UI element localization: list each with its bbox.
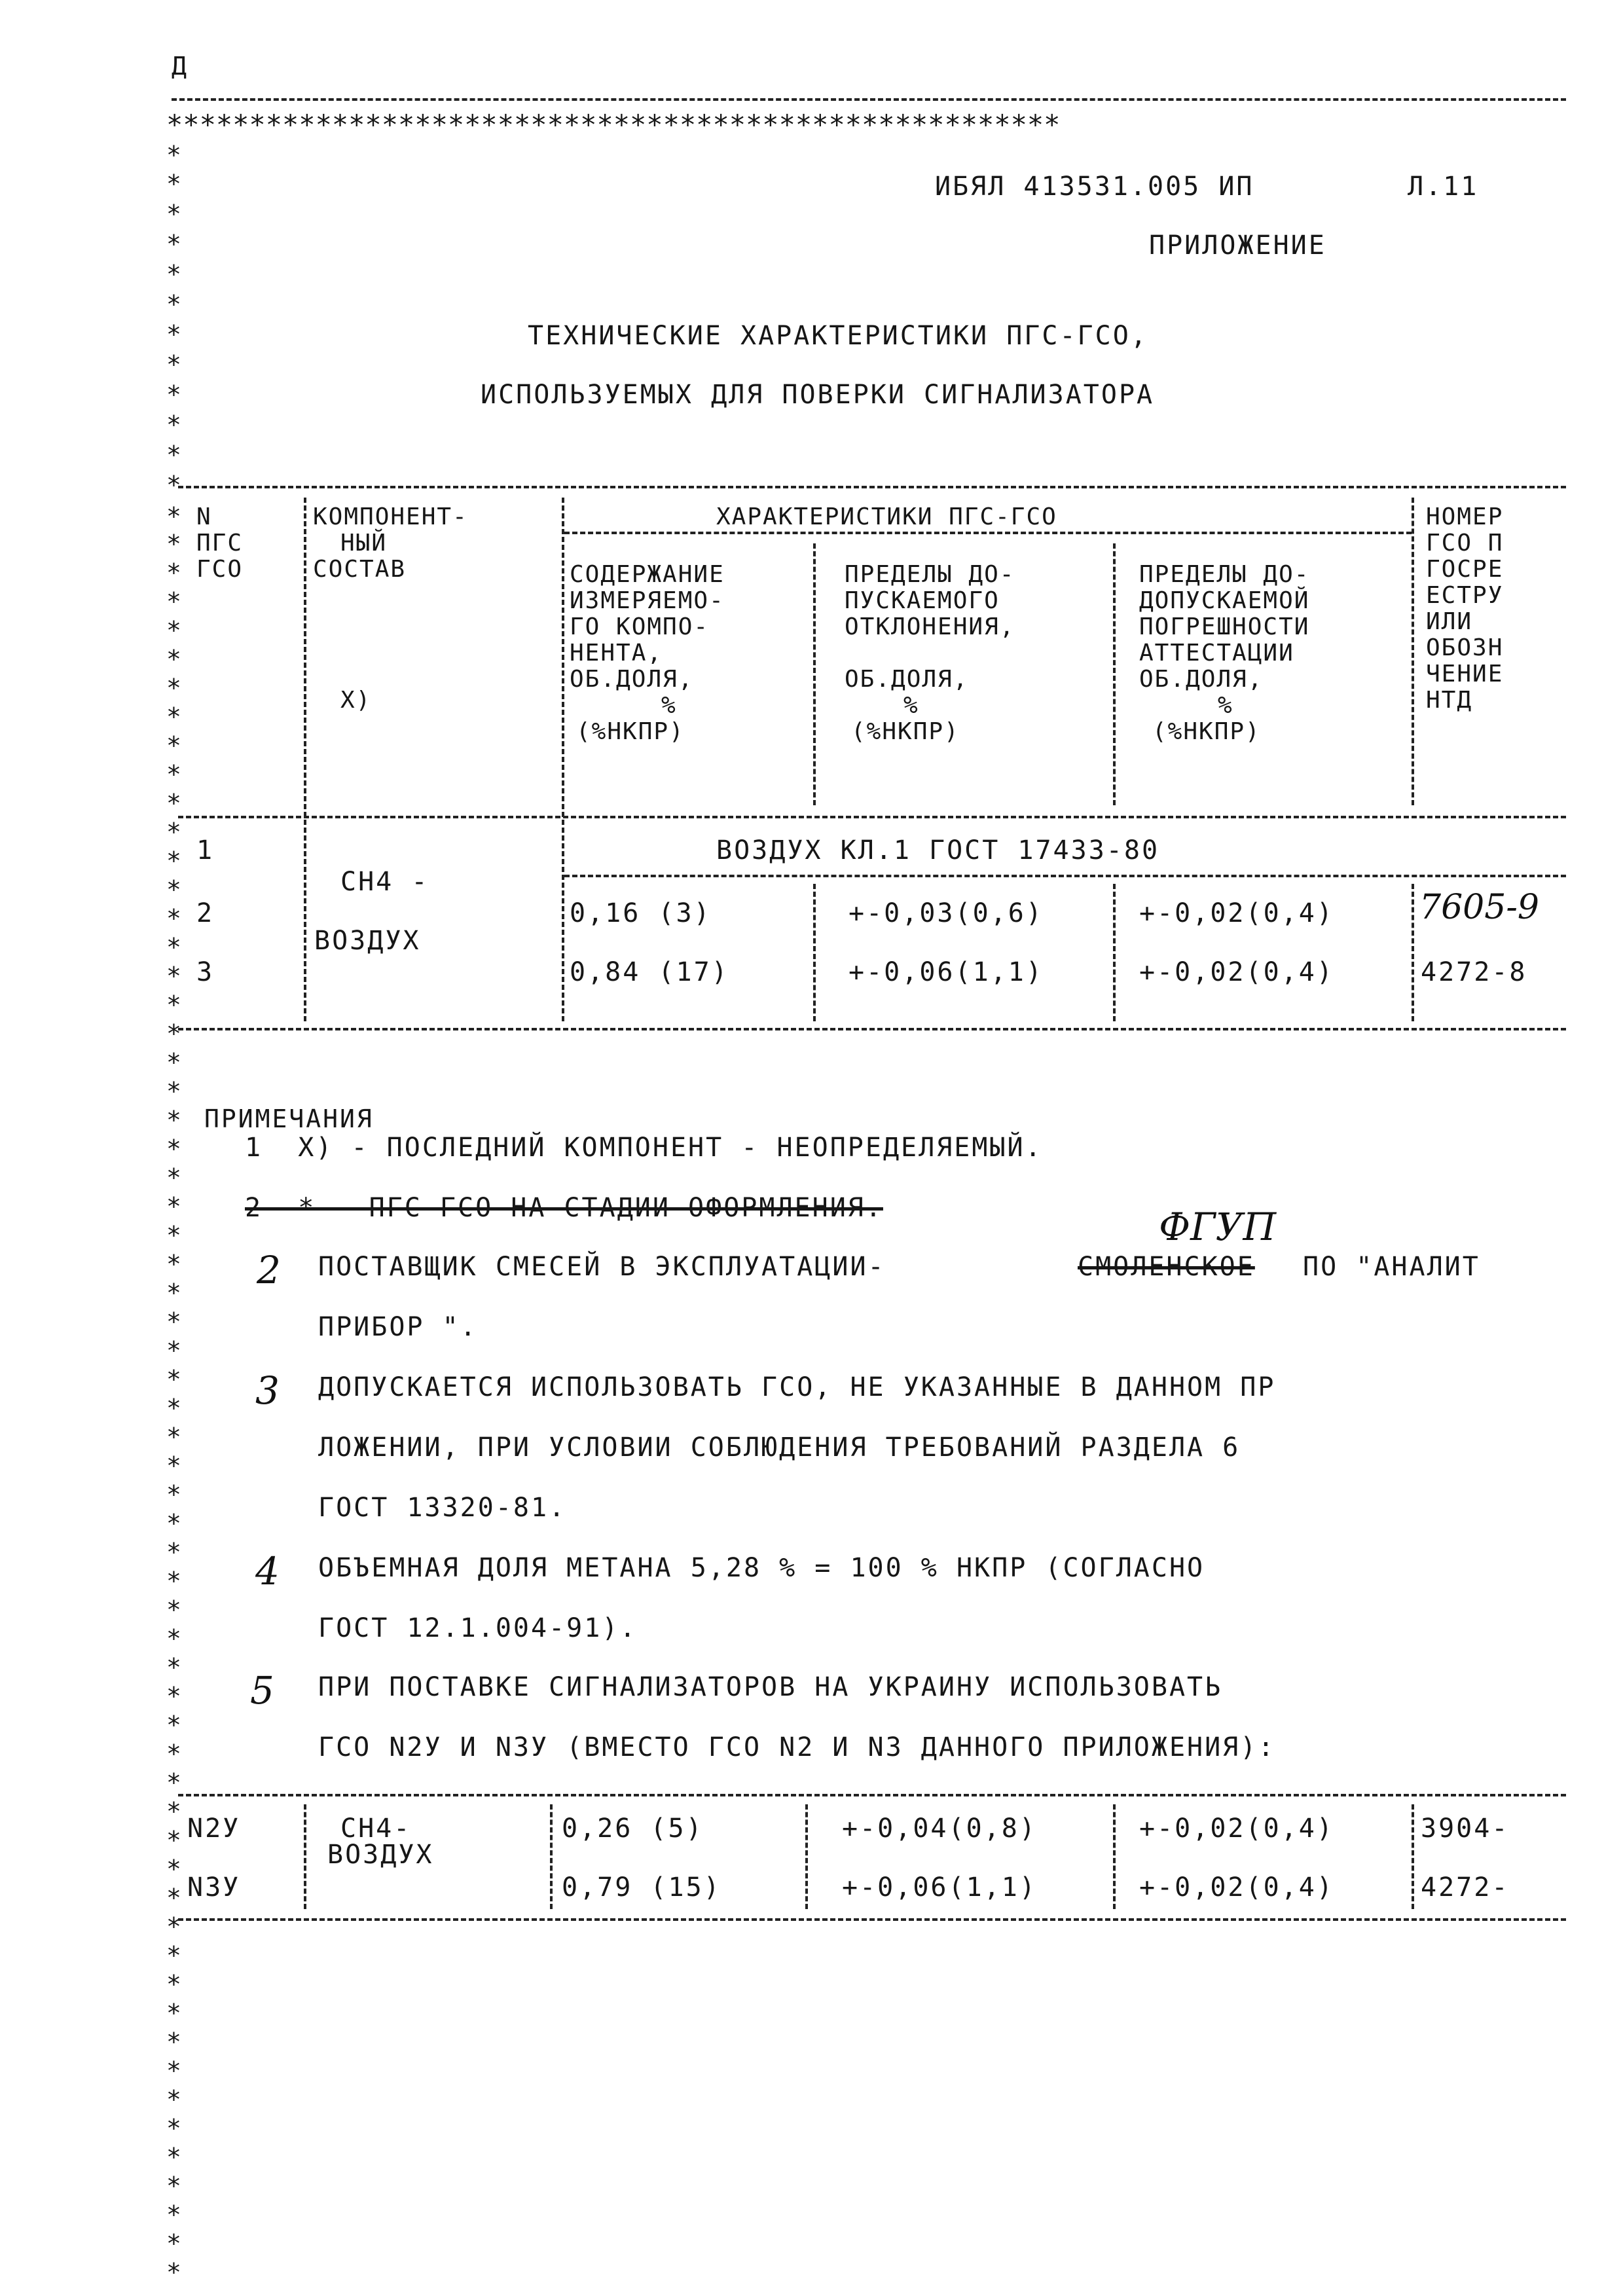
col6-head-7: ЧЕНИЕ <box>1426 661 1504 687</box>
hand-number-3: 3 <box>255 1368 280 1413</box>
col3-head-4: НЕНТА, <box>570 640 663 666</box>
col4-head-6: % <box>903 692 919 719</box>
col6-head-4: ЕСТРУ <box>1426 582 1504 609</box>
table2-bottom-rule <box>178 1918 1566 1921</box>
note-5-line-2: ГСО N2У И N3У (ВМЕСТО ГСО N2 И N3 ДАННОГО ПРИЛОЖЕНИЯ): <box>318 1732 1276 1762</box>
title-line-1: ТЕХНИЧЕСКИЕ ХАРАКТЕРИСТИКИ ПГС-ГСО, <box>528 321 1148 351</box>
col6-head-8: НТД <box>1426 687 1473 714</box>
col3-head-1: СОДЕРЖАНИЕ <box>570 561 725 588</box>
col-divider-1 <box>304 498 306 1021</box>
sheet-number: Л.11 <box>1408 172 1479 202</box>
col-divider-3b <box>813 884 816 1021</box>
t2-component-2: ВОЗДУХ <box>327 1840 434 1870</box>
stars-line: ****************************************************** <box>166 110 1061 140</box>
row3-ref: 4272-8 <box>1421 957 1527 987</box>
note-1: 1 Х) - ПОСЛЕДНИЙ КОМПОНЕНТ - НЕОПРЕДЕЛЯЕМЫЙ. <box>245 1133 1043 1163</box>
note-3-line-3: ГОСТ 13320-81. <box>318 1493 567 1523</box>
note-2-line-1a: ПОСТАВЩИК СМЕСЕЙ В ЭКСПЛУАТАЦИИ- <box>318 1252 886 1282</box>
col4-head-2: ПУСКАЕМОГО <box>845 587 1000 614</box>
hand-number-2: 2 <box>257 1248 281 1292</box>
row2-num: 2 <box>196 898 215 928</box>
t2-row2-num: N3У <box>187 1872 241 1903</box>
t2-col-divider-2 <box>550 1804 553 1909</box>
t2-row2-error: +-0,02(0,4) <box>1139 1872 1334 1903</box>
appendix-label: ПРИЛОЖЕНИЕ <box>1149 230 1326 261</box>
note-2-line-1b: ПО "АНАЛИТ <box>1303 1252 1480 1282</box>
row2-error: +-0,02(0,4) <box>1139 898 1334 928</box>
col3-head-5: ОБ.ДОЛЯ, <box>570 666 694 693</box>
t2-row2-content: 0,79 (15) <box>562 1872 721 1903</box>
note-2-line-2: ПРИБОР ". <box>318 1312 478 1342</box>
t2-component-1: CH4- <box>340 1813 412 1844</box>
col6-head-1: НОМЕР <box>1426 503 1504 530</box>
group-head: ХАРАКТЕРИСТИКИ ПГС-ГСО <box>716 503 1057 530</box>
t2-col-divider-3 <box>805 1804 808 1909</box>
col-divider-4b <box>1113 884 1116 1021</box>
col4-head-3: ОТКЛОНЕНИЯ, <box>845 613 1015 640</box>
col-divider-2 <box>562 498 564 1021</box>
col5-head-7: (%НКПР) <box>1152 718 1261 745</box>
note-3-line-1: ДОПУСКАЕТСЯ ИСПОЛЬЗОВАТЬ ГСО, НЕ УКАЗАННЫЕ В ДАННОМ ПР <box>318 1372 1276 1402</box>
t2-row1-num: N2У <box>187 1813 241 1844</box>
col2-head-3: СОСТАВ <box>313 556 407 583</box>
col-divider-4 <box>1113 543 1116 805</box>
doc-code: ИБЯЛ 413531.005 ИП <box>935 172 1254 202</box>
hand-number-5: 5 <box>250 1668 274 1713</box>
col2-head-1: КОМПОНЕНТ- <box>313 503 468 530</box>
row3-deviation: +-0,06(1,1) <box>848 957 1044 987</box>
row1-rule <box>564 875 1566 877</box>
t2-row1-error: +-0,02(0,4) <box>1139 1813 1334 1844</box>
hand-number-4: 4 <box>255 1549 280 1594</box>
t2-row1-deviation: +-0,04(0,8) <box>842 1813 1037 1844</box>
header-bottom-rule <box>178 816 1566 818</box>
note-2-struck-word: СМОЛЕНСКОЕ <box>1078 1252 1255 1282</box>
col-divider-3 <box>813 543 816 805</box>
note-4-line-1: ОБЪЕМНАЯ ДОЛЯ МЕТАНА 5,28 % = 100 % НКПР (СОГЛАСНО <box>318 1553 1205 1583</box>
table2-top-rule <box>178 1794 1566 1796</box>
col3-head-2: ИЗМЕРЯЕМО- <box>570 587 725 614</box>
t2-col-divider-4 <box>1113 1804 1116 1909</box>
row2-ref: 7605-9 <box>1419 888 1539 927</box>
col2-head-2: НЫЙ <box>340 530 388 556</box>
col6-head-6: ОБОЗН <box>1426 634 1504 661</box>
col-divider-5b <box>1412 884 1414 1021</box>
col5-head-5: ОБ.ДОЛЯ, <box>1139 666 1264 693</box>
col3-head-3: ГО КОМПО- <box>570 613 710 640</box>
col-divider-5 <box>1412 498 1414 805</box>
corner-letter: Д <box>172 52 189 81</box>
col1-head-1: N <box>196 503 212 530</box>
col5-head-1: ПРЕДЕЛЫ ДО- <box>1139 561 1310 588</box>
top-dashed-rule <box>172 98 1566 101</box>
row3-content: 0,84 (17) <box>570 957 729 987</box>
col6-head-5: ИЛИ <box>1426 608 1473 635</box>
note-2-struck: 2 * ПГС-ГСО НА СТАДИИ ОФОРМЛЕНИЯ. <box>245 1193 883 1223</box>
component-2: ВОЗДУХ <box>314 926 421 956</box>
t2-col-divider-1 <box>304 1804 306 1909</box>
row1-num: 1 <box>196 835 215 866</box>
title-line-2: ИСПОЛЬЗУЕМЫХ ДЛЯ ПОВЕРКИ СИГНАЛИЗАТОРА <box>481 380 1155 410</box>
table-top-rule <box>178 486 1566 488</box>
col3-head-6: % <box>661 692 677 719</box>
col5-head-3: ПОГРЕШНОСТИ <box>1139 613 1310 640</box>
component-1: CH4 - <box>340 867 429 897</box>
col5-head-4: АТТЕСТАЦИИ <box>1139 640 1294 666</box>
col3-head-7: (%НКПР) <box>576 718 685 745</box>
col6-head-3: ГОСРЕ <box>1426 556 1504 583</box>
col2-head-x: Х) <box>340 687 372 714</box>
note-3-line-2: ЛОЖЕНИИ, ПРИ УСЛОВИИ СОБЛЮДЕНИЯ ТРЕБОВАНИЙ РАЗДЕЛА 6 <box>318 1432 1241 1463</box>
col5-head-6: % <box>1218 692 1233 719</box>
col1-head-3: ГСО <box>196 556 244 583</box>
row1-span: ВОЗДУХ КЛ.1 ГОСТ 17433-80 <box>716 835 1160 866</box>
col5-head-2: ДОПУСКАЕМОЙ <box>1139 587 1310 614</box>
notes-heading: ПРИМЕЧАНИЯ <box>204 1104 374 1133</box>
t2-row1-ref: 3904- <box>1421 1813 1510 1844</box>
col4-head-1: ПРЕДЕЛЫ ДО- <box>845 561 1015 588</box>
row3-num: 3 <box>196 957 215 987</box>
row2-content: 0,16 (3) <box>570 898 712 928</box>
col4-head-5: ОБ.ДОЛЯ, <box>845 666 969 693</box>
t2-row1-content: 0,26 (5) <box>562 1813 704 1844</box>
table-bottom-rule <box>178 1028 1566 1030</box>
hand-fgup: ФГУП <box>1159 1205 1277 1249</box>
t2-row2-ref: 4272- <box>1421 1872 1510 1903</box>
group-rule <box>564 532 1412 534</box>
note-5-line-1: ПРИ ПОСТАВКЕ СИГНАЛИЗАТОРОВ НА УКРАИНУ ИСПОЛЬЗОВАТЬ <box>318 1672 1223 1702</box>
row2-deviation: +-0,03(0,6) <box>848 898 1044 928</box>
col1-head-2: ПГС <box>196 530 244 556</box>
t2-col-divider-5 <box>1412 1804 1414 1909</box>
col6-head-2: ГСО П <box>1426 530 1504 556</box>
note-4-line-2: ГОСТ 12.1.004-91). <box>318 1613 638 1643</box>
t2-row2-deviation: +-0,06(1,1) <box>842 1872 1037 1903</box>
row3-error: +-0,02(0,4) <box>1139 957 1334 987</box>
col4-head-7: (%НКПР) <box>851 718 960 745</box>
